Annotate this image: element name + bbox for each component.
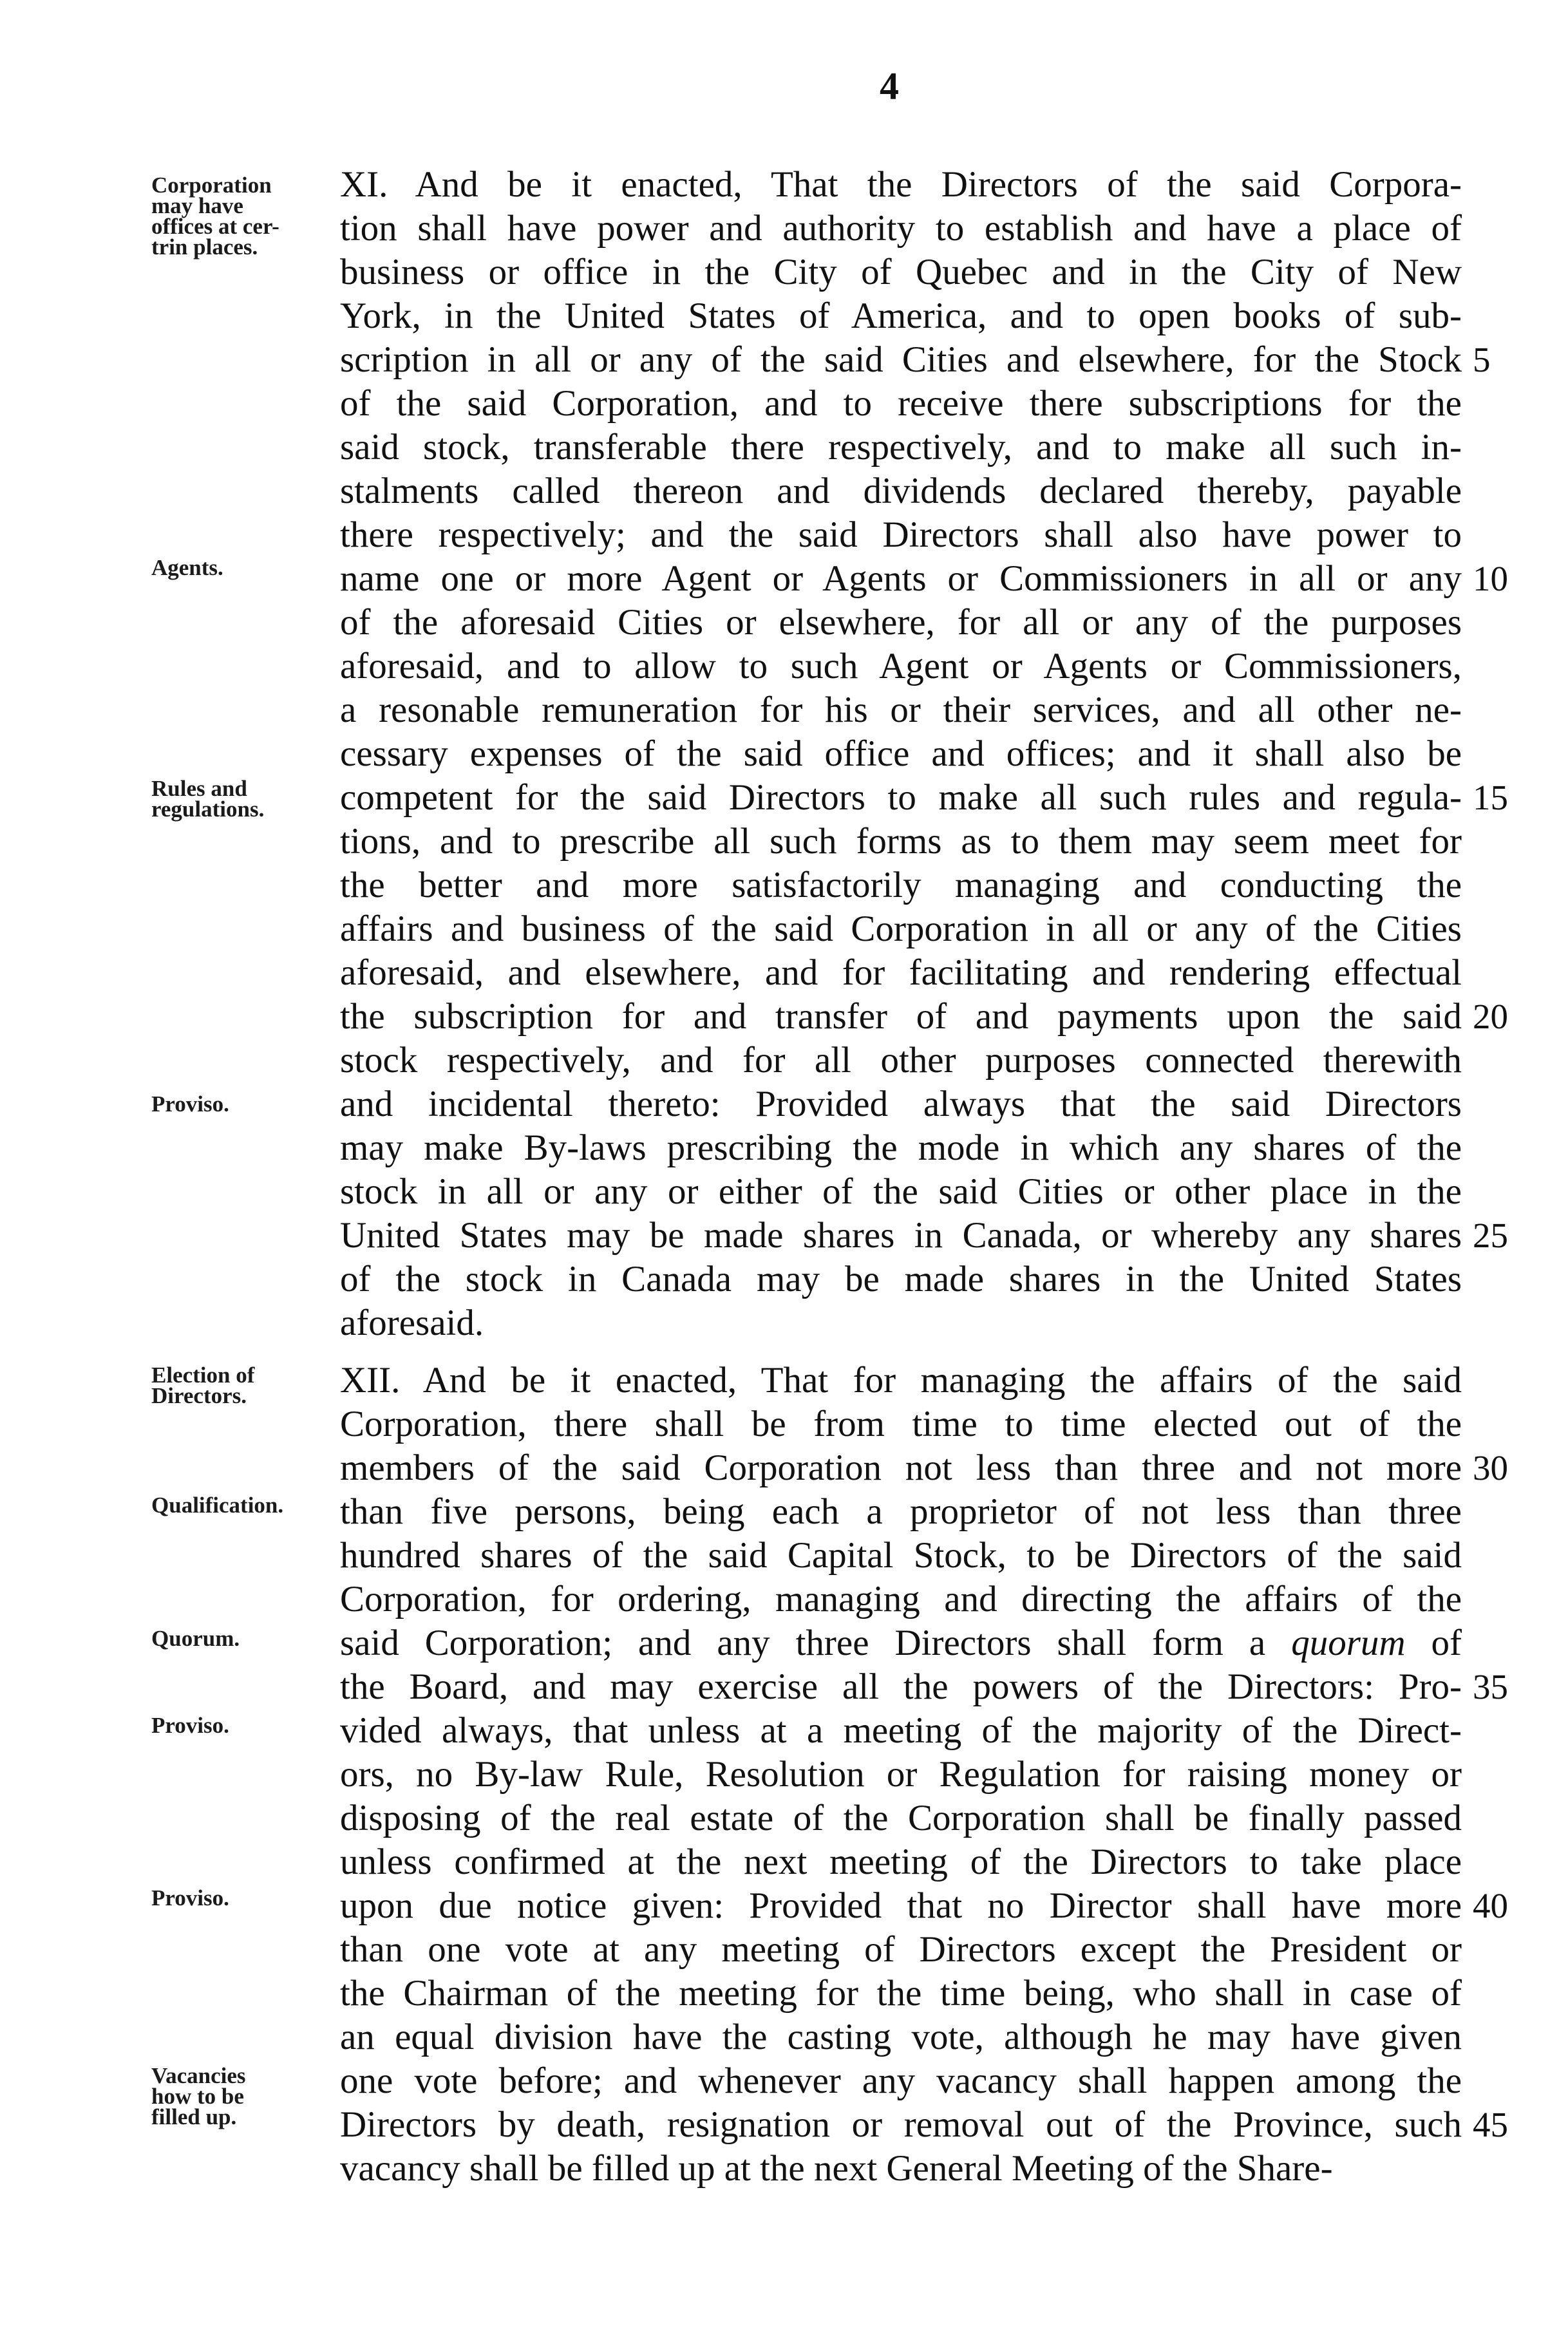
text-line [340, 163, 1462, 207]
margin-note-line: how to be [151, 2084, 244, 2109]
text-segment: may make By-laws prescribing the mode in which any shares of the [340, 1127, 1462, 1168]
line-number: 40 [1473, 1886, 1508, 1925]
text-segment: a resonable remuneration for his or their services, and all other ne- [340, 690, 1462, 730]
text-segment: York, in the United States of America, and to open books of sub- [340, 296, 1462, 336]
line-number: 15 [1473, 778, 1508, 817]
text-segment: cessary expenses of the said office and offices; and it shall also be [340, 733, 1462, 774]
text-line [340, 2147, 1462, 2191]
text-line [340, 1797, 1462, 1840]
margin-note-line: may have [151, 193, 243, 218]
line-number: 45 [1473, 2105, 1508, 2144]
margin-note-qualification [151, 1495, 319, 1516]
text-line [340, 1446, 1462, 1490]
text-segment: XI. And be it enacted, That the Directors of the said Corpora- [340, 164, 1462, 205]
text-segment: aforesaid, and elsewhere, and for facilitating and rendering effectual [340, 952, 1462, 993]
text-segment: business or office in the City of Quebec and in the City of New [340, 252, 1462, 292]
text-line [340, 513, 1462, 557]
text-line [340, 1039, 1462, 1082]
text-segment: XII. And be it enacted, That for managing the affairs of the said [340, 1360, 1462, 1401]
text-line [340, 1928, 1462, 1972]
text-segment: the better and more satisfactorily managing and conducting the [340, 865, 1462, 905]
text-segment: aforesaid, and to allow to such Agent or Agents or Commissioners, [340, 646, 1462, 686]
text-line [340, 1490, 1462, 1534]
text-line [340, 207, 1462, 250]
text-segment: than one vote at any meeting of Directors except the President or [340, 1929, 1462, 1970]
text-segment: quorum [1291, 1623, 1406, 1663]
text-line [340, 776, 1462, 820]
text-line [340, 907, 1462, 951]
text-line [340, 294, 1462, 338]
text-segment: affairs and business of the said Corporation in all or any of the Cities [340, 909, 1462, 949]
text-segment: tion shall have power and authority to establish and have a place of [340, 208, 1462, 249]
text-line [340, 557, 1462, 601]
text-line [340, 688, 1462, 732]
text-segment: competent for the said Directors to make all such rules and regula- [340, 777, 1462, 818]
text-segment: said Corporation; and any three Directors shall form a [340, 1623, 1292, 1663]
margin-note-rules-and-regulations [151, 778, 319, 820]
text-segment: the Chairman of the meeting for the time being, who shall in case of [340, 1973, 1462, 2014]
text-segment: disposing of the real estate of the Corporation shall be finally passed [340, 1798, 1462, 1838]
text-segment: of the stock in Canada may be made shares in the United States [340, 1259, 1462, 1299]
text-segment: stock respectively, and for all other purposes connected therewith [340, 1040, 1462, 1080]
page-number: 4 [880, 65, 899, 108]
margin-note-line: trin places. [151, 234, 258, 259]
text-line [340, 2059, 1462, 2103]
margin-note-line: offices at cer- [151, 214, 279, 239]
text-line [340, 863, 1462, 907]
text-segment: ors, no By-law Rule, Resolution or Regulation for raising money or [340, 1754, 1462, 1795]
text-line [340, 1884, 1462, 1928]
line-number: 10 [1473, 559, 1508, 598]
margin-note-agents [151, 555, 319, 580]
text-line [340, 1258, 1462, 1301]
text-line [340, 1534, 1462, 1578]
text-line [340, 1126, 1462, 1170]
text-line [340, 2103, 1462, 2147]
text-segment: members of the said Corporation not less than three and not more [340, 1448, 1462, 1488]
text-segment: than five persons, being each a proprietor of not less than three [340, 1491, 1462, 1532]
text-line [340, 469, 1462, 513]
text-segment: of the said Corporation, and to receive there subscriptions for the [340, 383, 1462, 424]
text-segment: stalments called thereon and dividends declared thereby, payable [340, 471, 1462, 511]
text-line [340, 820, 1462, 863]
text-line [340, 601, 1462, 645]
text-line [340, 1214, 1462, 1258]
margin-note-line: filled up. [151, 2104, 237, 2129]
text-line [340, 732, 1462, 776]
margin-note-vacancies [151, 2063, 319, 2129]
text-segment: one vote before; and whenever any vacancy shall happen among the [340, 2061, 1462, 2101]
text-segment: aforesaid. [340, 1303, 484, 1343]
margin-note-line: regulations. [151, 797, 265, 822]
text-line [340, 426, 1462, 469]
line-number: 30 [1473, 1448, 1508, 1487]
text-line [340, 1578, 1462, 1621]
text-segment: Directors by death, resignation or removal out of the Province, such [340, 2104, 1462, 2145]
text-line [340, 1402, 1462, 1446]
line-number: 20 [1473, 997, 1508, 1036]
margin-note-line: Directors. [151, 1383, 247, 1408]
line-number: 25 [1473, 1216, 1508, 1255]
text-line [340, 1082, 1462, 1126]
text-segment: tions, and to prescribe all such forms as to them may seem meet for [340, 821, 1462, 862]
text-line [340, 1972, 1462, 2015]
text-segment: hundred shares of the said Capital Stock, to be Directors of the said [340, 1535, 1462, 1576]
text-segment: the subscription for and transfer of and payments upon the said [340, 996, 1462, 1037]
text-segment: there respectively; and the said Directors shall also have power to [340, 514, 1462, 555]
margin-note-proviso-3 [151, 1885, 319, 1910]
margin-note-quorum [151, 1628, 319, 1649]
margin-note-proviso-2 [151, 1715, 319, 1736]
text-line [340, 2015, 1462, 2059]
text-segment: the Board, and may exercise all the powers of the Directors: Pro- [340, 1666, 1462, 1707]
text-segment: vided always, that unless at a meeting of the majority of the Direct- [340, 1710, 1462, 1751]
margin-note-line: Proviso. [151, 1885, 229, 1910]
text-segment: of the aforesaid Cities or elsewhere, for all or any of the purposes [340, 602, 1462, 643]
text-segment: United States may be made shares in Canada, or whereby any shares [340, 1215, 1462, 1256]
margin-note-election-of-directors [151, 1365, 319, 1406]
text-segment: of [1405, 1623, 1462, 1663]
line-number: 35 [1473, 1667, 1508, 1706]
text-line [340, 1665, 1462, 1709]
text-segment: upon due notice given: Provided that no Director shall have more [340, 1885, 1462, 1926]
text-line [340, 1621, 1462, 1665]
text-line [340, 1709, 1462, 1753]
text-line [340, 1170, 1462, 1214]
text-segment: unless confirmed at the next meeting of the Directors to take place [340, 1842, 1462, 1882]
text-segment: said stock, transferable there respectively, and to make all such in- [340, 427, 1462, 467]
text-line [340, 1753, 1462, 1797]
text-line [340, 995, 1462, 1039]
text-line [340, 1359, 1462, 1402]
text-segment: Corporation, for ordering, managing and directing the affairs of the [340, 1579, 1462, 1619]
text-segment: Corporation, there shall be from time to time elected out of the [340, 1404, 1462, 1444]
margin-note-line: Vacancies [151, 2063, 246, 2088]
margin-note-line: Proviso. [151, 1091, 229, 1117]
margin-note-line: Corporation [151, 173, 272, 198]
margin-note-line: Rules and [151, 776, 247, 801]
text-line [340, 338, 1462, 382]
margin-note-line: Election of [151, 1363, 255, 1388]
margin-note-line: Qualification. [151, 1493, 284, 1518]
text-line [340, 382, 1462, 426]
line-number: 5 [1473, 340, 1491, 379]
text-segment: and incidental thereto: Provided always that the said Directors [340, 1084, 1462, 1124]
text-segment: stock in all or any or either of the said Cities or other place in the [340, 1171, 1462, 1212]
text-segment: name one or more Agent or Agents or Commissioners in all or any [340, 558, 1462, 599]
margin-note-line: Agents. [151, 555, 223, 580]
margin-note-line: Quorum. [151, 1626, 240, 1651]
margin-note-proviso-1 [151, 1091, 319, 1117]
text-line [340, 645, 1462, 688]
margin-note-line: Proviso. [151, 1713, 229, 1738]
text-line [340, 1301, 1462, 1345]
text-line [340, 951, 1462, 995]
text-line [340, 250, 1462, 294]
text-segment: scription in all or any of the said Cities and elsewhere, for the Stock [340, 339, 1462, 380]
margin-note-corporation-offices [151, 175, 319, 258]
text-line [340, 1840, 1462, 1884]
text-segment: an equal division have the casting vote, although he may have given [340, 2017, 1462, 2057]
text-segment: vacancy shall be filled up at the next General Meeting of the Share- [340, 2148, 1333, 2189]
